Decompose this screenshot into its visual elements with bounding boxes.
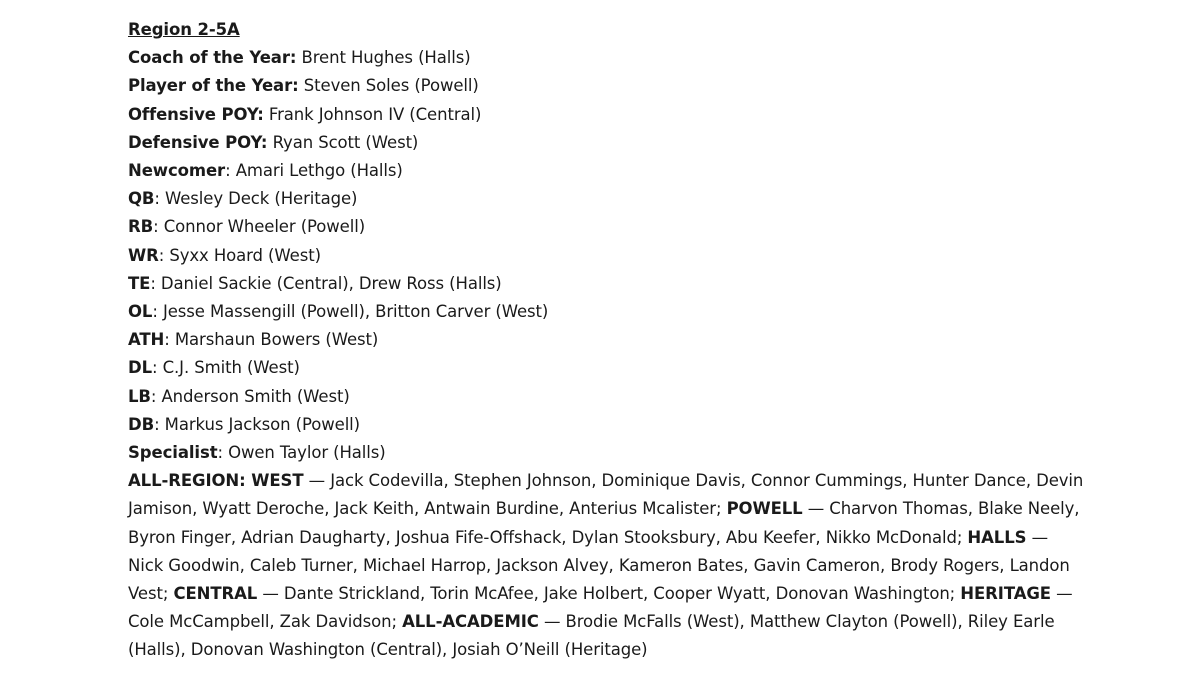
award-value: : Syxx Hoard (West) [158, 245, 321, 265]
award-dl [128, 354, 1088, 382]
all-region-paragraph [128, 467, 1088, 664]
award-value: : Amari Lethgo (Halls) [225, 161, 403, 181]
award-value: Steven Soles (Powell) [298, 76, 479, 96]
award-label: DL [128, 358, 153, 378]
award-specialist [128, 439, 1088, 467]
team-roster-powell: — Charvon Thomas, Blake Neely, Byron Finger, Adrian Daugharty, Joshua Fife-Offshack, Dylan Stooksbury, Abu Keefer, Nikko McDonald; [128, 499, 1080, 547]
award-value: : Marshaun Bowers (West) [164, 330, 379, 350]
team-roster-halls: — Nick Goodwin, Caleb Turner, Michael Harrop, Jackson Alvey, Kameron Bates, Gavin Cameron, Brody Rogers, Landon Vest; [128, 527, 1070, 604]
award-player-of-year [128, 72, 1088, 100]
award-label: WR [128, 245, 159, 265]
team-roster-all-academic: — Brodie McFalls (West), Matthew Clayton (Powell), Riley Earle (Halls), Donovan Washington (Central), Josiah O’Neill (Heritage) [128, 612, 1055, 660]
award-label: Specialist [128, 443, 218, 463]
award-wr [128, 242, 1088, 270]
award-value: : Jesse Massengill (Powell), Britton Carver (West) [152, 302, 549, 322]
award-lb [128, 383, 1088, 411]
team-label-powell: POWELL [726, 499, 803, 519]
award-te [128, 270, 1088, 298]
award-value: : Wesley Deck (Heritage) [154, 189, 358, 209]
page-title: Region 2-5A [128, 20, 240, 39]
team-label-west: ALL-REGION: WEST [128, 471, 304, 491]
award-newcomer [128, 157, 1088, 185]
award-value: Ryan Scott (West) [267, 132, 419, 152]
award-value: Frank Johnson IV (Central) [263, 104, 482, 124]
award-defensive-poy [128, 129, 1088, 157]
team-label-all-academic: ALL-ACADEMIC [402, 612, 539, 632]
award-label: Offensive POY: [128, 104, 264, 124]
award-db [128, 411, 1088, 439]
award-label: Defensive POY: [128, 132, 268, 152]
award-label: ATH [128, 330, 165, 350]
award-label: RB [128, 217, 154, 237]
award-label: Coach of the Year: [128, 48, 297, 68]
award-ath [128, 326, 1088, 354]
award-label: LB [128, 386, 151, 406]
award-rb [128, 213, 1088, 241]
award-label: OL [128, 302, 153, 322]
award-ol [128, 298, 1088, 326]
team-label-heritage: HERITAGE [960, 584, 1051, 604]
team-roster-west: — Jack Codevilla, Stephen Johnson, Dominique Davis, Connor Cummings, Hunter Dance, Devin Jamison, Wyatt Deroche, Jack Keith, Antwain Burdine, Anterius Mcalister; [128, 471, 1084, 519]
award-value: : Owen Taylor (Halls) [217, 443, 386, 463]
award-label: Newcomer [128, 161, 226, 181]
award-value: : Connor Wheeler (Powell) [153, 217, 366, 237]
team-roster-central: — Dante Strickland, Torin McAfee, Jake Holbert, Cooper Wyatt, Donovan Washington; [257, 584, 961, 604]
award-value: : C.J. Smith (West) [152, 358, 300, 378]
award-value: : Anderson Smith (West) [150, 386, 350, 406]
document-body [128, 16, 1088, 665]
team-roster-heritage: — Cole McCampbell, Zak Davidson; [128, 584, 1073, 632]
award-label: TE [128, 273, 151, 293]
award-coach-of-year [128, 44, 1088, 72]
award-value: Brent Hughes (Halls) [296, 48, 471, 68]
award-label: Player of the Year: [128, 76, 299, 96]
team-label-halls: HALLS [967, 527, 1027, 547]
award-offensive-poy [128, 101, 1088, 129]
award-value: : Markus Jackson (Powell) [154, 414, 361, 434]
award-value: : Daniel Sackie (Central), Drew Ross (Halls) [150, 273, 502, 293]
award-qb [128, 185, 1088, 213]
team-label-central: CENTRAL [173, 584, 258, 604]
award-label: QB [128, 189, 155, 209]
award-label: DB [128, 414, 155, 434]
